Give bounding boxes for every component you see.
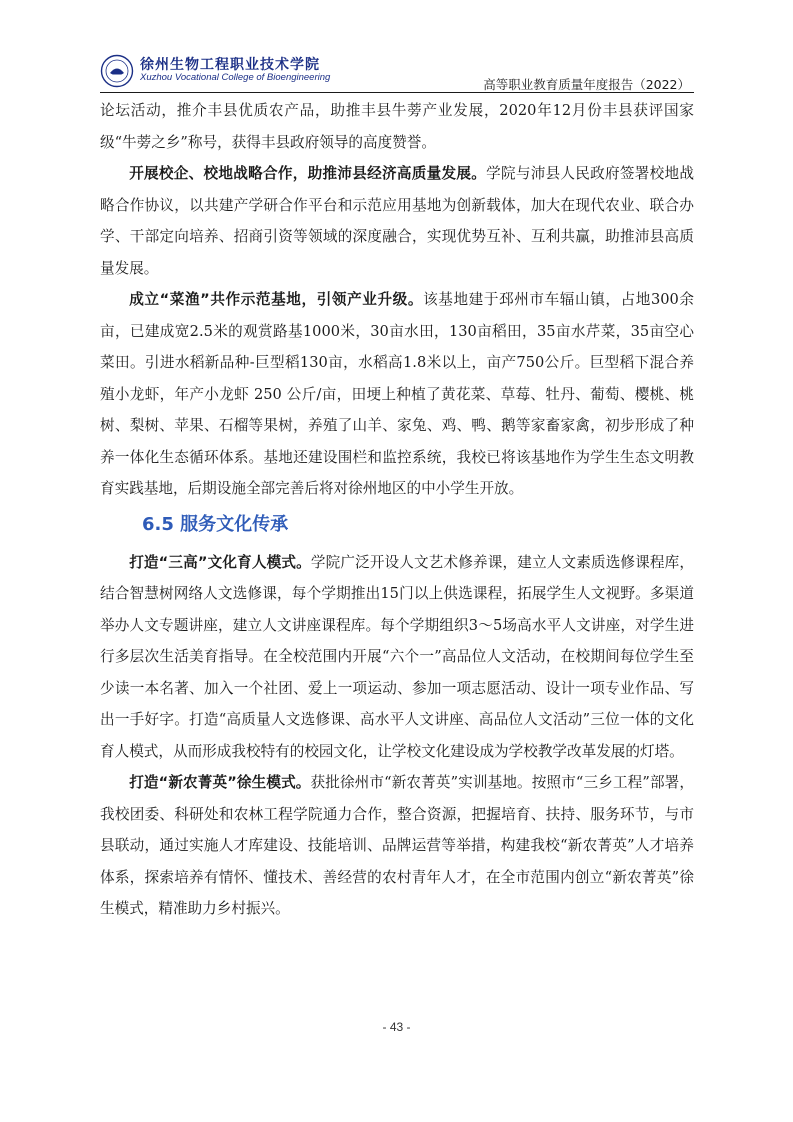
college-name-en: Xuzhou Vocational College of Bioengineering <box>140 72 331 83</box>
college-name-cn: 徐州生物工程职业技术学院 <box>140 57 320 73</box>
paragraph-peixian-cooperation <box>100 158 694 284</box>
paragraph-text: 学院与沛县人民政府签署校地战略合作协议，以共建产学研合作平台和示范应用基地为创新载体，加大在现代农业、联合办学、干部定向培养、招商引资等领域的深度融合，实现优势互补、互利共赢，助推沛县高质量发展。 <box>100 165 694 277</box>
page-body <box>100 95 694 925</box>
paragraph-demo-base <box>100 284 694 505</box>
paragraph-lead: 打造“新农菁英”徐生模式。 <box>129 774 311 791</box>
section-heading: 6.5 服务文化传承 <box>142 513 289 535</box>
page-number: - 43 - <box>382 1020 411 1034</box>
paragraph-text: 获批徐州市“新农菁英”实训基地。按照市“三乡工程”部署，我校团委、科研处和农林工程学院通力合作，整合资源，把握培育、扶持、服务环节，与市县联动，通过实施人才库建设、技能培训、品牌运营等举措，构建我校“新农菁英”人才培养体系，探索培养有情怀、懂技术、善经营的农村青年人才，在全市范围内创立“新农菁英”徐生模式，精准助力乡村振兴。 <box>100 774 694 917</box>
report-title: 高等职业教育质量年度报告（2022） <box>483 77 690 92</box>
paragraph-lead: 开展校企、校地战略合作，助推沛县经济高质量发展。 <box>129 165 487 182</box>
paragraph-lead: 打造“三高”文化育人模式。 <box>129 553 311 571</box>
paragraph-text: 论坛活动，推介丰县优质农产品，助推丰县牛蒡产业发展，2020年12月份丰县获评国家级“牛蒡之乡”称号，获得丰县政府领导的高度赞誉。 <box>100 102 694 151</box>
paragraph-text: 该基地建于邳州市车辐山镇，占地300余亩，已建成宽2.5米的观赏路基1000米，30亩水田，130亩稻田，35亩水芹菜，35亩空心菜田。引进水稻新品种-巨型稻130亩，水稻高1.8米以上，亩产750公斤。巨型稻下混合养殖小龙虾，年产小龙虾 250 公斤/亩，田埂上种植了黄花菜、草莓、牡丹、葡萄、樱桃、桃树、梨树、苹果、石榴等果树，养殖了山羊、家兔、鸡、鸭、鹅等家畜家禽，初步形成了种养一体化生态循环体系。基地还建设围栏和监控系统，我校已将该基地作为学生生态文明教育实践基地，后期设施全部完善后将对徐州地区的中小学生开放。 <box>100 291 695 497</box>
header-divider <box>100 92 694 93</box>
college-emblem-icon <box>100 54 134 88</box>
paragraph-culture-model <box>100 547 694 768</box>
paragraph-lead: 成立“菜渔”共作示范基地，引领产业升级。 <box>129 291 424 308</box>
paragraph-text: 学院广泛开设人文艺术修养课，建立人文素质选修课程库，结合智慧树网络人文选修课，每个学期推出15门以上供选课程，拓展学生人文视野。多渠道举办人文专题讲座，建立人文讲座课程库。每个学期组织3～5场高水平人文讲座，对学生进行多层次生活美育指导。在全校范围内开展“六个一”高品位人文活动，在校期间每位学生至少读一本名著、加入一个社团、爱上一项运动、参加一项志愿活动、设计一项专业作品、写出一手好字。打造“高质量人文选修课、高水平人文讲座、高品位人文活动”三位一体的文化育人模式，从而形成我校特有的校园文化，让学校文化建设成为学校教学改革发展的灯塔。 <box>100 553 694 760</box>
paragraph-xinnong-model <box>100 767 694 925</box>
page-header <box>100 50 694 90</box>
paragraph-continued <box>100 95 694 158</box>
